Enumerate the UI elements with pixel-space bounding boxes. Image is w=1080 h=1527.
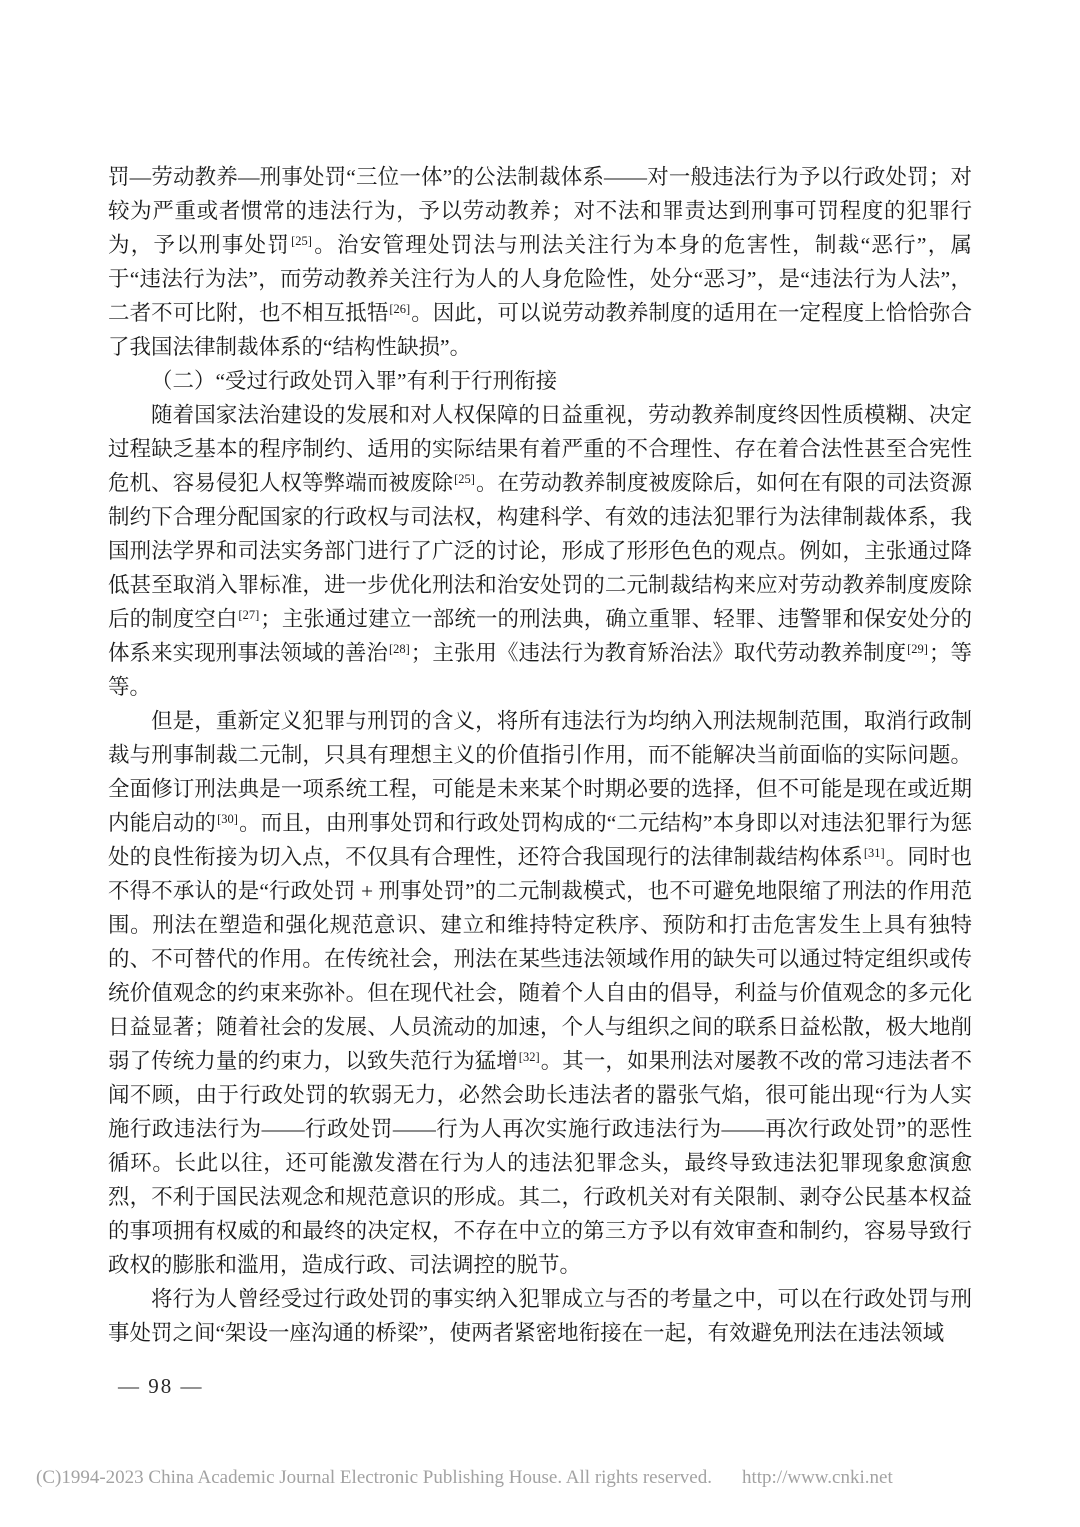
citation-ref: [25] [291,234,312,248]
citation-ref: [26] [389,302,411,316]
footer-url[interactable]: http://www.cnki.net [741,1467,893,1488]
page-number: — 98 — [118,1374,204,1398]
copyright-footer [36,1467,1046,1489]
copyright-text: (C)1994-2023 China Academic Journal Electronic Publishing House. All rights reserved. [36,1467,712,1488]
citation-ref: [27] [238,608,260,622]
paragraph: 但是，重新定义犯罪与刑罚的含义，将所有违法行为均纳入刑法规制范围，取消行政制裁与刑事制裁二元制，只具有理想主义的价值指引作用，而不能解决当前面临的实际问题。全面修订刑法典是一项系统工程，可能是未来某个时期必要的选择，但不可能是现在或近期内能启动的[30]。而且，由刑事处罚和行政处罚构成的“二元结构”本身即以对违法犯罪行为惩处的良性衔接为切入点，不仅具有合理性，还符合我国现行的法律制裁结构体系[31]。同时也不得不承认的是“行政处罚 + 刑事处罚”的二元制裁模式，也不可避免地限缩了刑法的作用范围。刑法在塑造和强化规范意识、建立和维持特定秩序、预防和打击危害发生上具有独特的、不可替代的作用。在传统社会，刑法在某些违法领域作用的缺失可以通过特定组织或传统价值观念的约束来弥补。但在现代社会，随着个人自由的倡导，利益与价值观念的多元化日益显著；随着社会的发展、人员流动的加速，个人与组织之间的联系日益松散，极大地削弱了传统力量的约束力，以致失范行为猛增[32]。其一，如果刑法对屡教不改的常习违法者不闻不顾，由于行政处罚的软弱无力，必然会助长违法者的嚣张气焰，很可能出现“行为人实施行政违法行为——行政处罚——行为人再次实施行政违法行为——再次行政处罚”的恶性循环。长此以往，还可能激发潜在行为人的违法犯罪念头，最终导致违法犯罪现象愈演愈烈，不利于国民法观念和规范意识的形成。其二，行政机关对有关限制、剥夺公民基本权益的事项拥有权威的和最终的决定权，不存在中立的第三方予以有效审查和制约，容易导致行政权的膨胀和滥用，造成行政、司法调控的脱节。 [108,709,972,1277]
citation-ref: [31] [863,846,885,860]
citation-ref: [32] [518,1050,540,1064]
citation-ref: [25] [454,472,475,486]
paragraph: 罚—劳动教养—刑事处罚“三位一体”的公法制裁体系——对一般违法行为予以行政处罚；对较为严重或者惯常的违法行为，予以劳动教养；对不法和罪责达到刑事可罚程度的犯罪行为，予以刑事处罚[25]。治安管理处罚法与刑法关注行为本身的危害性，制裁“恶行”，属于“违法行为法”，而劳动教养关注行为人的人身危险性，处分“恶习”，是“违法行为人法”，二者不可比附，也不相互抵牾[26]。因此，可以说劳动教养制度的适用在一定程度上恰恰弥合了我国法律制裁体系的“结构性缺损”。 [108,165,972,359]
article-body [108,160,972,1350]
paragraph: 随着国家法治建设的发展和对人权保障的日益重视，劳动教养制度终因性质模糊、决定过程缺乏基本的程序制约、适用的实际结果有着严重的不合理性、存在着合法性甚至合宪性危机、容易侵犯人权等弊端而被废除[25]。在劳动教养制度被废除后，如何在有限的司法资源制约下合理分配国家的行政权与司法权，构建科学、有效的违法犯罪行为法律制裁体系，我国刑法学界和司法实务部门进行了广泛的讨论，形成了形形色色的观点。例如，主张通过降低甚至取消入罪标准，进一步优化刑法和治安处罚的二元制裁结构来应对劳动教养制度废除后的制度空白[27]；主张通过建立一部统一的刑法典，确立重罪、轻罪、违警罪和保安处分的体系来实现刑事法领域的善治[28]；主张用《违法行为教育矫治法》取代劳动教养制度[29]；等等。 [108,403,972,699]
citation-ref: [29] [907,642,928,656]
paragraph: 将行为人曾经受过行政处罚的事实纳入犯罪成立与否的考量之中，可以在行政处罚与刑事处罚之间“架设一座沟通的桥梁”，使两者紧密地衔接在一起，有效避免刑法在违法领域 [108,1287,972,1345]
citation-ref: [28] [388,642,410,656]
citation-ref: [30] [217,812,238,826]
section-heading: （二）“受过行政处罚入罪”有利于行刑衔接 [151,369,558,393]
